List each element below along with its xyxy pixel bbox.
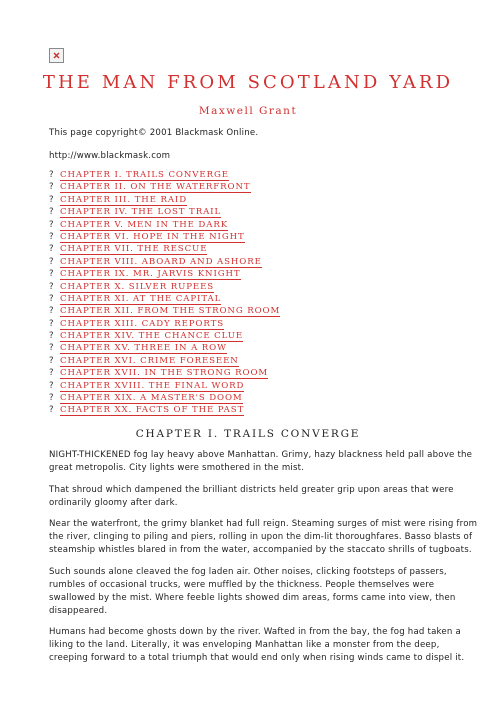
toc-item — [49, 404, 280, 416]
toc-bullet: ? — [49, 380, 54, 391]
chapter-link[interactable]: CHAPTER I. TRAILS CONVERGE — [60, 170, 229, 180]
toc-bullet: ? — [49, 182, 54, 193]
toc-item — [49, 367, 280, 379]
chapter-link[interactable]: CHAPTER XX. FACTS OF THE PAST — [60, 405, 245, 416]
chapter-link[interactable]: CHAPTER XIV. THE CHANCE CLUE — [60, 331, 244, 342]
toc-bullet: ? — [49, 219, 54, 230]
toc-item — [49, 169, 280, 181]
chapter-heading: CHAPTER I. TRAILS CONVERGE — [135, 428, 361, 440]
toc-item — [49, 355, 280, 367]
chapter-link[interactable]: CHAPTER XIX. A MASTER'S DOOM — [60, 393, 243, 404]
chapter-link[interactable]: CHAPTER XVI. CRIME FORESEEN — [60, 355, 239, 366]
copyright-notice: This page copyright© 2001 Blackmask Online. — [49, 128, 259, 138]
chapter-text — [49, 449, 478, 674]
toc-bullet: ? — [49, 318, 54, 329]
toc-item — [49, 256, 280, 268]
chapter-link[interactable]: CHAPTER XI. AT THE CAPITAL — [60, 293, 222, 304]
toc-bullet: ? — [49, 355, 54, 366]
toc-item — [49, 293, 280, 305]
toc-item — [49, 342, 280, 354]
chapter-link[interactable]: CHAPTER IX. MR. JARVIS KNIGHT — [60, 269, 241, 280]
toc-bullet: ? — [49, 306, 54, 317]
chapter-link[interactable]: CHAPTER VI. HOPE IN THE NIGHT — [60, 231, 245, 242]
paragraph: NIGHT-THICKENED fog lay heavy above Manhattan. Grimy, hazy blackness held pall above the great metropolis. City lights were smothered in the mist. — [49, 450, 473, 473]
toc-item — [49, 231, 280, 243]
toc-bullet: ? — [49, 170, 54, 180]
toc-item — [49, 318, 280, 330]
toc-bullet: ? — [49, 281, 54, 292]
toc-item — [49, 194, 280, 206]
broken-image-icon — [49, 48, 64, 63]
toc-bullet: ? — [49, 293, 54, 304]
toc-bullet: ? — [49, 207, 54, 218]
chapter-link[interactable]: CHAPTER IV. THE LOST TRAIL — [60, 207, 222, 218]
paragraph: Such sounds alone cleaved the fog laden air. Other noises, clicking footsteps of passers, rumbles of occasional trucks, were muffled by the thickness. People themselves were swallowed by the mist. Where feeble lights showed dim areas, forms came into view, then disappeared. — [49, 566, 456, 616]
toc-bullet: ? — [49, 343, 54, 354]
toc-bullet: ? — [49, 393, 54, 404]
toc-item — [49, 243, 280, 255]
chapter-link[interactable]: CHAPTER II. ON THE WATERFRONT — [60, 182, 251, 193]
author-name: Maxwell Grant — [198, 105, 298, 117]
chapter-link[interactable]: CHAPTER III. THE RAID — [60, 194, 188, 205]
chapter-link[interactable]: CHAPTER V. MEN IN THE DARK — [60, 219, 229, 230]
toc-bullet: ? — [49, 368, 54, 379]
toc-item — [49, 330, 280, 342]
chapter-link[interactable]: CHAPTER XV. THREE IN A ROW — [60, 343, 227, 354]
toc-item — [49, 268, 280, 280]
toc-item — [49, 281, 280, 293]
paragraph: Near the waterfront, the grimy blanket had full reign. Steaming surges of mist were rising from the river, clinging to piling and piers, rolling in upon the dim-lit thoroughfares. Basso blasts of steamship whistles blared in from the water, accompanied by the staccato shrills of tugboats. — [49, 519, 478, 555]
table-of-contents — [49, 169, 280, 417]
chapter-link[interactable]: CHAPTER XII. FROM THE STRONG ROOM — [60, 306, 281, 317]
toc-bullet: ? — [49, 256, 54, 267]
chapter-link[interactable]: CHAPTER X. SILVER RUPEES — [60, 281, 215, 292]
toc-bullet: ? — [49, 405, 54, 416]
chapter-link[interactable]: CHAPTER XVII. IN THE STRONG ROOM — [60, 368, 269, 379]
toc-item — [49, 219, 280, 231]
toc-bullet: ? — [49, 194, 54, 205]
toc-bullet: ? — [49, 269, 54, 280]
toc-item — [49, 392, 280, 404]
paragraph: Humans had become ghosts down by the river. Wafted in from the bay, the fog had taken a liking to the land. Literally, it was enveloping Manhattan like a monster from the deep, creeping forward to a total triumph that would end only when rising winds came to dispel it. — [49, 627, 465, 663]
toc-item — [49, 181, 280, 193]
book-title: THE MAN FROM SCOTLAND YARD — [42, 72, 454, 93]
toc-bullet: ? — [49, 331, 54, 342]
chapter-link[interactable]: CHAPTER VII. THE RESCUE — [60, 244, 208, 255]
toc-bullet: ? — [49, 231, 54, 242]
chapter-link[interactable]: CHAPTER XVIII. THE FINAL WORD — [60, 380, 245, 391]
chapter-link[interactable]: CHAPTER XIII. CADY REPORTS — [60, 318, 225, 329]
paragraph: That shroud which dampened the brilliant districts held greater grip upon areas that were ordinarily gloomy after dark. — [49, 484, 454, 508]
toc-item — [49, 206, 280, 218]
site-url: http://www.blackmask.com — [49, 151, 171, 161]
toc-item — [49, 305, 280, 317]
toc-item — [49, 380, 280, 392]
chapter-link[interactable]: CHAPTER VIII. ABOARD AND ASHORE — [60, 256, 262, 267]
toc-bullet: ? — [49, 244, 54, 255]
